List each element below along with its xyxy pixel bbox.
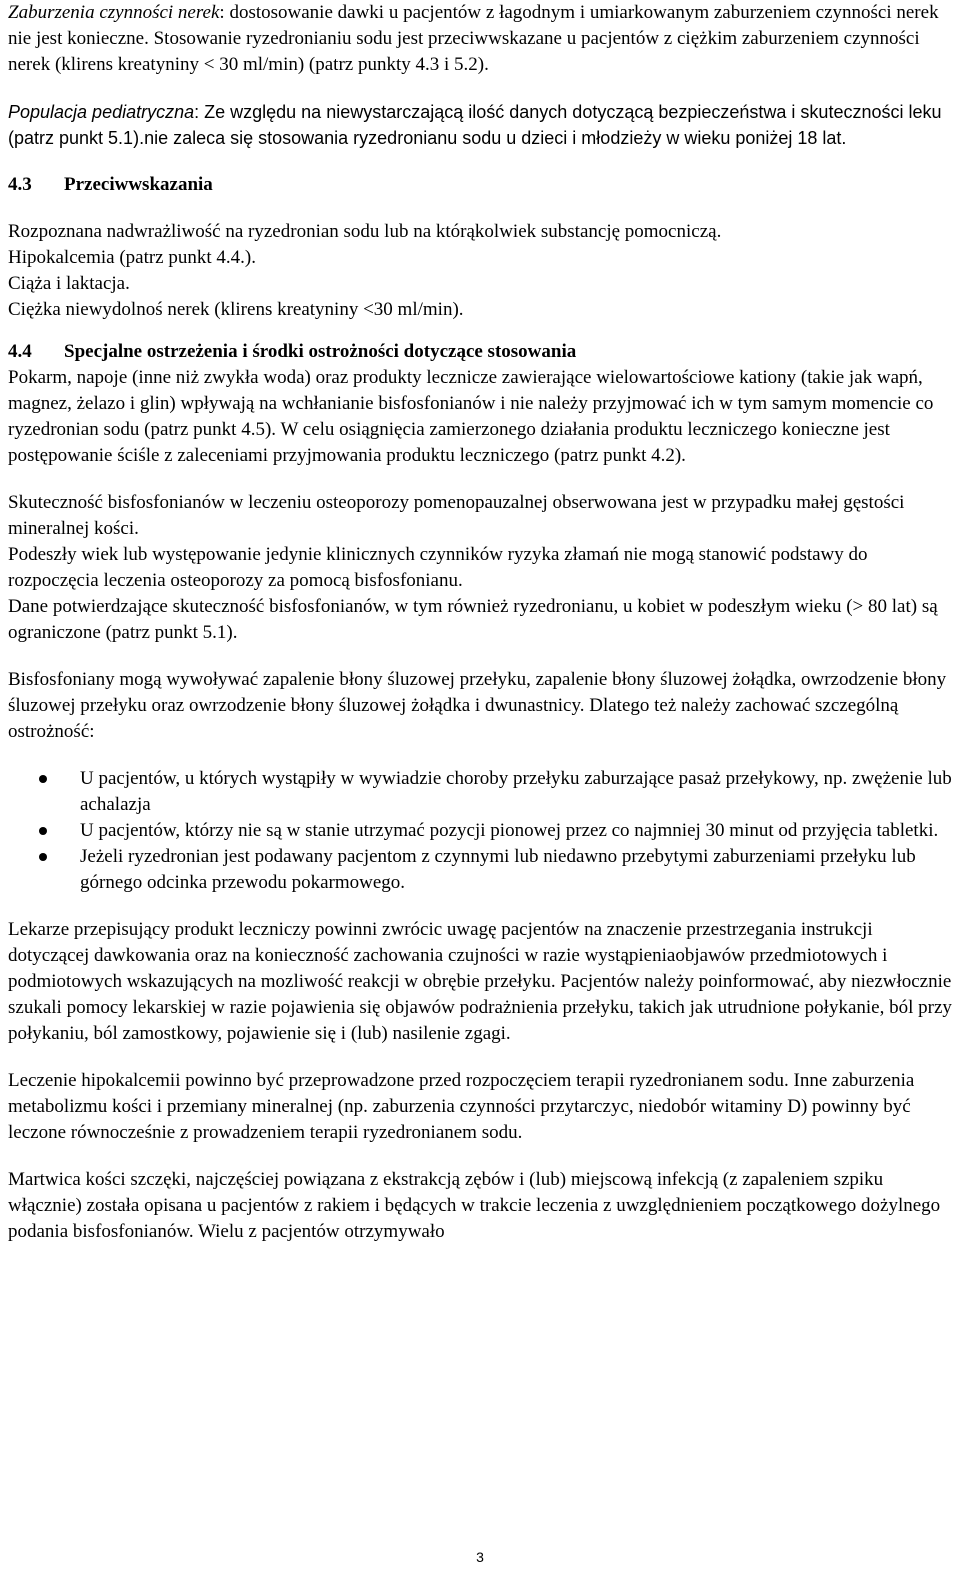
spacer — [8, 469, 952, 490]
contraindication-line: Rozpoznana nadwrażliwość na ryzedronian sodu lub na którąkolwiek substancję pomocniczą. — [8, 221, 722, 242]
pediatric-paragraph — [8, 99, 952, 151]
spacer — [8, 1047, 952, 1068]
list-item-text: Jeżeli ryzedronian jest podawany pacjentom z czynnymi lub niedawno przebytymi zaburzeniami przełyku lub górnego odcinka przewodu pokarmowego. — [80, 846, 916, 893]
section-4-4-heading — [8, 339, 952, 365]
section-title: Specjalne ostrzeżenia i środki ostrożności dotyczące stosowania — [64, 341, 577, 362]
physician-advice-paragraph: Lekarze przepisujący produkt leczniczy powinni zwrócic uwagę pacjentów na znaczenie przestrzegania instrukcji dotyczącej dawkowania oraz na konieczność zachowania czujności w razie wystąpieniaobjawów przedmiotowych i podmiotowych wskazujących na mozliwość reakcji w obrębie przełyku. Pacjentów należy poinformować, aby niezwłocznie szukali pomocy lekarskiej w razie pojawienia się objawów podrażnienia przełyku, takich jak utrudnione połykanie, ból przy połykaniu, ból zamostkowy, pojawienie się i (lub) nasilenie zgagi. — [8, 919, 952, 1044]
contraindication-line: Hipokalcemia (patrz punkt 4.4.). — [8, 247, 256, 268]
list-item — [8, 766, 952, 818]
list-item — [8, 818, 952, 844]
spacer — [8, 323, 952, 339]
renal-impairment-paragraph — [8, 0, 952, 78]
document-page — [8, 0, 952, 1245]
section-number: 4.3 — [8, 174, 32, 195]
page-number: 3 — [476, 1549, 484, 1565]
spacer — [8, 646, 952, 667]
section-title: Przeciwwskazania — [64, 174, 213, 195]
jaw-osteonecrosis-paragraph: Martwica kości szczęki, najczęściej powiązana z ekstrakcją zębów i (lub) miejscową infekcją (z zapaleniem szpiku włącznie) została opisana u pacjentów z rakiem i będących w trakcie leczenia z uwzględnieniem początkowego dożylnego podania bisfosfonianów. Wielu z pacjentów otrzymywało — [8, 1169, 941, 1242]
hypocalcemia-paragraph: Leczenie hipokalcemii powinno być przeprowadzone przed rozpoczęciem terapii ryzedronianem sodu. Inne zaburzenia metabolizmu kości i przemiany mineralnej (np. zaburzenia czynności przytarczyc, niedobór witaminy D) powinny być leczone równocześnie z prowadzeniem terapii ryzedronianem sodu. — [8, 1070, 915, 1143]
efficacy-line: Podeszły wiek lub występowanie jedynie klinicznych czynników ryzyka złamań nie mogą stanowić podstawy do rozpoczęcia leczenia osteoporozy za pomocą bisfosfonianu. — [8, 544, 868, 591]
esophagus-warning-paragraph: Bisfosfoniany mogą wywoływać zapalenie błony śluzowej przełyku, zapalenie błony śluzowej żołądka, owrzodzenie błony śluzowej przełyku oraz owrzodzenie błony śluzowej żołądka i dwunastnicy. Dlatego też należy zachować szczególną ostrożność: — [8, 669, 947, 742]
bullet-icon — [39, 827, 47, 835]
list-item-text: U pacjentów, którzy nie są w stanie utrzymać pozycji pionowej przez co najmniej 30 minut od przyjęcia tabletki. — [80, 820, 939, 841]
renal-impairment-label: Zaburzenia czynności nerek — [8, 2, 220, 23]
section-4-3-heading — [8, 172, 952, 198]
pediatric-label: Populacja pediatryczna — [8, 102, 195, 122]
pediatric-text: : Ze względu na niewystarczającą ilość danych dotyczącą bezpieczeństwa i skuteczności leku (patrz punkt 5.1).nie zaleca się stosowania ryzedronianu sodu u dzieci i młodzieży w wieku poniżej 18 lat. — [8, 102, 942, 148]
efficacy-line: Skuteczność bisfosfonianów w leczeniu osteoporozy pomenopauzalnej obserwowana jest w przypadku małej gęstości mineralnej kości. — [8, 492, 905, 539]
renal-impairment-text: : dostosowanie dawki u pacjentów z łagodnym i umiarkowanym zaburzeniem czynności nerek nie jest konieczne. Stosowanie ryzedronianiu sodu jest przeciwwskazane u pacjentów z ciężkim zaburzeniem czynności nerek (klirens kreatyniny < 30 ml/min) (patrz punkty 4.3 i 5.2). — [8, 2, 939, 75]
spacer — [8, 151, 952, 172]
bullet-icon — [39, 853, 47, 861]
bullet-icon — [39, 775, 47, 783]
list-item — [8, 844, 952, 896]
section-number: 4.4 — [8, 341, 32, 362]
spacer — [8, 896, 952, 917]
list-item-text: U pacjentów, u których wystąpiły w wywiadzie choroby przełyku zaburzające pasaż przełykowy, np. zwężenie lub achalazja — [80, 768, 952, 815]
contraindication-line: Ciężka niewydolnoś nerek (klirens kreatyniny <30 ml/min). — [8, 299, 464, 320]
spacer — [8, 78, 952, 99]
food-interaction-paragraph: Pokarm, napoje (inne niż zwykła woda) oraz produkty lecznicze zawierające wielowartościowe kationy (takie jak wapń, magnez, żelazo i glin) wpływają na wchłanianie bisfosfonianów i nie należy przyjmować ich w tym samym momencie co ryzedronian sodu (patrz punkt 4.5). W celu osiągnięcia zamierzonego działania produktu leczniczego konieczne jest postępowanie ściśle z zaleceniami przyjmowania produktu leczniczego (patrz punkt 4.2). — [8, 367, 934, 466]
spacer — [8, 198, 952, 219]
caution-list — [8, 766, 952, 896]
contraindication-line: Ciąża i laktacja. — [8, 273, 130, 294]
efficacy-line: Dane potwierdzające skuteczność bisfosfonianów, w tym również ryzedronianu, u kobiet w podeszłym wieku (> 80 lat) są ograniczone (patrz punkt 5.1). — [8, 596, 938, 643]
spacer — [8, 745, 952, 766]
spacer — [8, 1146, 952, 1167]
